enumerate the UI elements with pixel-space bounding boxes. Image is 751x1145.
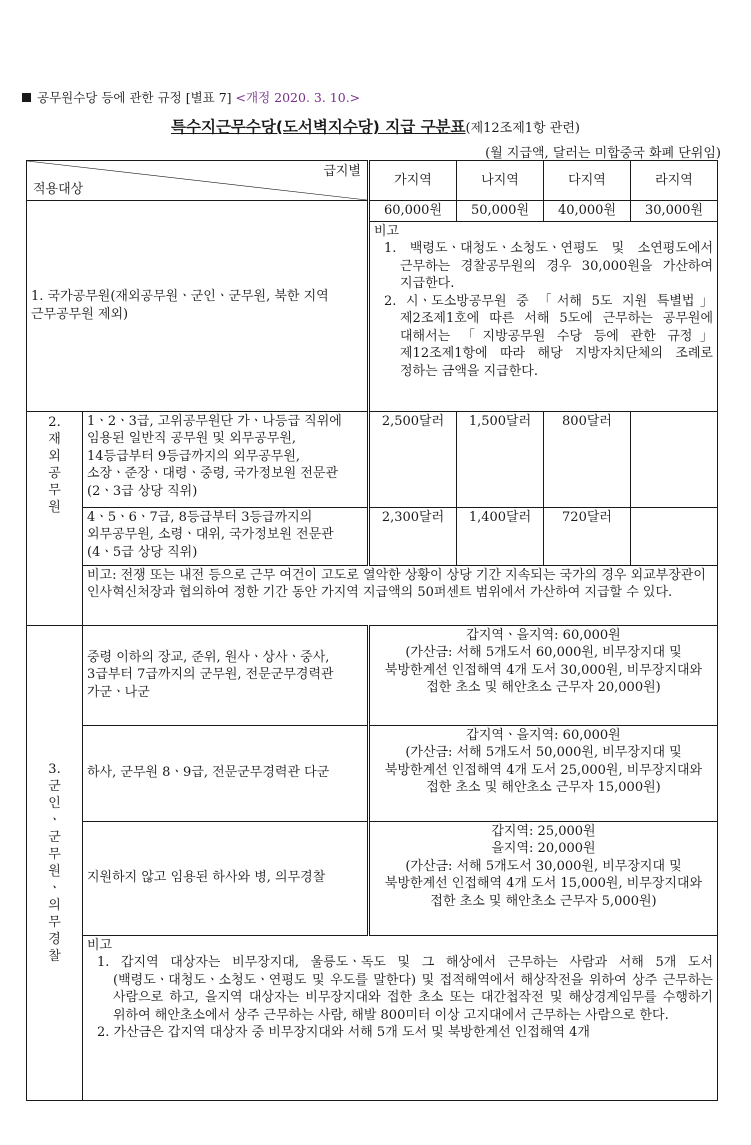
list-item: 1. 백령도ㆍ대청도ㆍ소청도ㆍ연평도 및 소연평도에서 근무하는 경찰공무원의 경우 30,000원을 가산하여 지급한다. [384, 241, 713, 291]
section3-label: 3. 군 인 ㆍ 군 무 원 ㆍ 의 무 경 찰 [27, 625, 83, 1100]
grade-amount-na: 50,000원 [457, 201, 544, 222]
section3-amount-3 [369, 821, 718, 935]
amount-line: 갑지역ㆍ을지역: 60,000원 [466, 727, 621, 743]
remark-title: 비고 [374, 223, 400, 239]
section2-remark: 비고: 전쟁 또는 내전 등으로 근무 여건이 고도로 열악한 상황이 상당 기간 지속되는 국가의 경우 외교부장관이 인사혁신처장과 협의하여 정한 기간 동안 가지역 지급액의 50퍼센트 범위에서 가산하여 지급할 수 있다. [83, 565, 718, 625]
section2-amount-da-2: 720달러 [544, 507, 631, 565]
section3-target-2: 하사, 군무원 8ㆍ9급, 전문군무경력관 다군 [83, 725, 369, 821]
title-sub: (제12조제1항 관련) [465, 121, 580, 136]
remark-title: 비고 [87, 937, 113, 953]
remark-list [374, 240, 713, 380]
list-item: 1. 갑지역 대상자는 비무장지대, 울릉도ㆍ독도 및 그 해상에서 근무하는 사람과 서해 5개 도서(백령도ㆍ대청도ㆍ소청도ㆍ연평도 및 우도를 말한다) 및 접적해역에서 해상작전을 위하여 상주 근무하는 사람으로 하고, 을지역 대상자는 비무장지대와 접한 초소 또는 대간첩작전 및 해상경계임무를 수행하기 위하여 해안초소에서 상주 근무하는 사람, 해발 800미터 이상 고지대에서 근무하는 사람으로 한다. [97, 955, 713, 1023]
section3-amount-2 [369, 725, 718, 821]
section3-target-3: 지원하지 않고 임용된 하사와 병, 의무경찰 [83, 821, 369, 935]
table-header-row [27, 161, 718, 201]
addition-text: (가산금: 서해 5개도서 30,000원, 비무장지대 및 북방한계선 인접해역 4개 도서 15,000원, 비무장지대와 접한 초소 및 해안초소 근무자 5,000원) [384, 858, 703, 909]
grade-amount-ra: 30,000원 [631, 201, 718, 222]
grade-header-ga: 가지역 [369, 161, 457, 201]
section1-remarks [369, 221, 718, 411]
section3-remarks [83, 935, 718, 1100]
section2-amount-ga-2: 2,300달러 [369, 507, 457, 565]
grade-amount-da: 40,000원 [544, 201, 631, 222]
section1-target: 1. 국가공무원(재외공무원ㆍ군인ㆍ군무원, 북한 지역 근무공무원 제외) [27, 201, 369, 412]
section3-target-1: 중령 이하의 장교, 준위, 원사ㆍ상사ㆍ중사, 3급부터 7급까지의 군무원, 전문군무경력관 가군ㆍ나군 [83, 625, 369, 725]
amount-line: 갑지역: 25,000원 [491, 823, 596, 839]
section2-amount-ra-2 [631, 507, 718, 565]
document-title [0, 115, 751, 137]
list-item: 2. 가산금은 갑지역 대상자 중 비무장지대와 서해 5개 도서 및 북방한계선 인접해역 4개 [97, 1025, 590, 1040]
section2-amount-ga-1: 2,500달러 [369, 411, 457, 507]
unit-note: (월 지급액, 달러는 미합중국 화폐 단위임) [485, 146, 721, 161]
black-square-bullet-icon [22, 93, 31, 102]
corner-header-cell [27, 161, 369, 201]
table-row [27, 821, 718, 935]
title-main: 특수지근무수당(도서벽지수당) 지급 구분표 [171, 118, 466, 136]
addition-text: (가산금: 서해 5개도서 60,000원, 비무장지대 및 북방한계선 인접해역 4개 도서 30,000원, 비무장지대와 접한 초소 및 해안초소 근무자 20,000원) [384, 645, 703, 695]
section2-amount-ra-1 [631, 411, 718, 507]
grade-header-ra: 라지역 [631, 161, 718, 201]
regulation-header [22, 88, 360, 106]
list-item: 2. 시ㆍ도소방공무원 중 「서해 5도 지원 특별법」 제2조제1호에 따른 서해 5도에 근무하는 공무원에 대해서는 「지방공무원 수당 등에 관한 규정」 제12조제1항에 따라 해당 지방자치단체의 조례로 정하는 금액을 지급한다. [384, 293, 713, 379]
grade-header-da: 다지역 [544, 161, 631, 201]
section2-target-1: 1ㆍ2ㆍ3급, 고위공무원단 가ㆍ나등급 직위에 임용된 일반직 공무원 및 외무공무원, 14등급부터 9등급까지의 외무공무원, 소장ㆍ준장ㆍ대령ㆍ중령, 국가정보원 전문관(2ㆍ3급 상당 직위) [83, 411, 369, 507]
section2-amount-da-1: 800달러 [544, 411, 631, 507]
allowance-table [26, 160, 718, 1101]
table-row [27, 507, 718, 565]
addition-text: (가산금: 서해 5개도서 50,000원, 비무장지대 및 북방한계선 인접해역 4개 도서 25,000원, 비무장지대와 접한 초소 및 해안초소 근무자 15,000원) [384, 745, 703, 795]
table-row [27, 625, 718, 725]
section2-label: 2. 재 외 공 무 원 [27, 411, 83, 625]
section2-target-2: 4ㆍ5ㆍ6ㆍ7급, 8등급부터 3등급까지의 외무공무원, 소령ㆍ대위, 국가정보원 전문관(4ㆍ5급 상당 직위) [83, 507, 369, 565]
corner-top-label: 급지별 [323, 164, 361, 179]
amount-line: 을지역: 20,000원 [491, 841, 596, 856]
grade-amount-ga: 60,000원 [369, 201, 457, 222]
section2-amount-na-1: 1,500달러 [457, 411, 544, 507]
section3-amount-1 [369, 625, 718, 725]
remark-list [87, 954, 713, 1042]
table-row [27, 725, 718, 821]
table-row [27, 565, 718, 625]
table-row [27, 201, 718, 222]
regulation-name: 공무원수당 등에 관한 규정 [별표 7] [37, 90, 232, 105]
grade-header-na: 나지역 [457, 161, 544, 201]
table-row [27, 411, 718, 507]
amendment-date: <개정 2020. 3. 10.> [235, 90, 361, 105]
corner-bottom-label: 적용대상 [33, 181, 84, 197]
amount-line: 갑지역ㆍ을지역: 60,000원 [466, 627, 621, 643]
section2-amount-na-2: 1,400달러 [457, 507, 544, 565]
table-row [27, 935, 718, 1100]
